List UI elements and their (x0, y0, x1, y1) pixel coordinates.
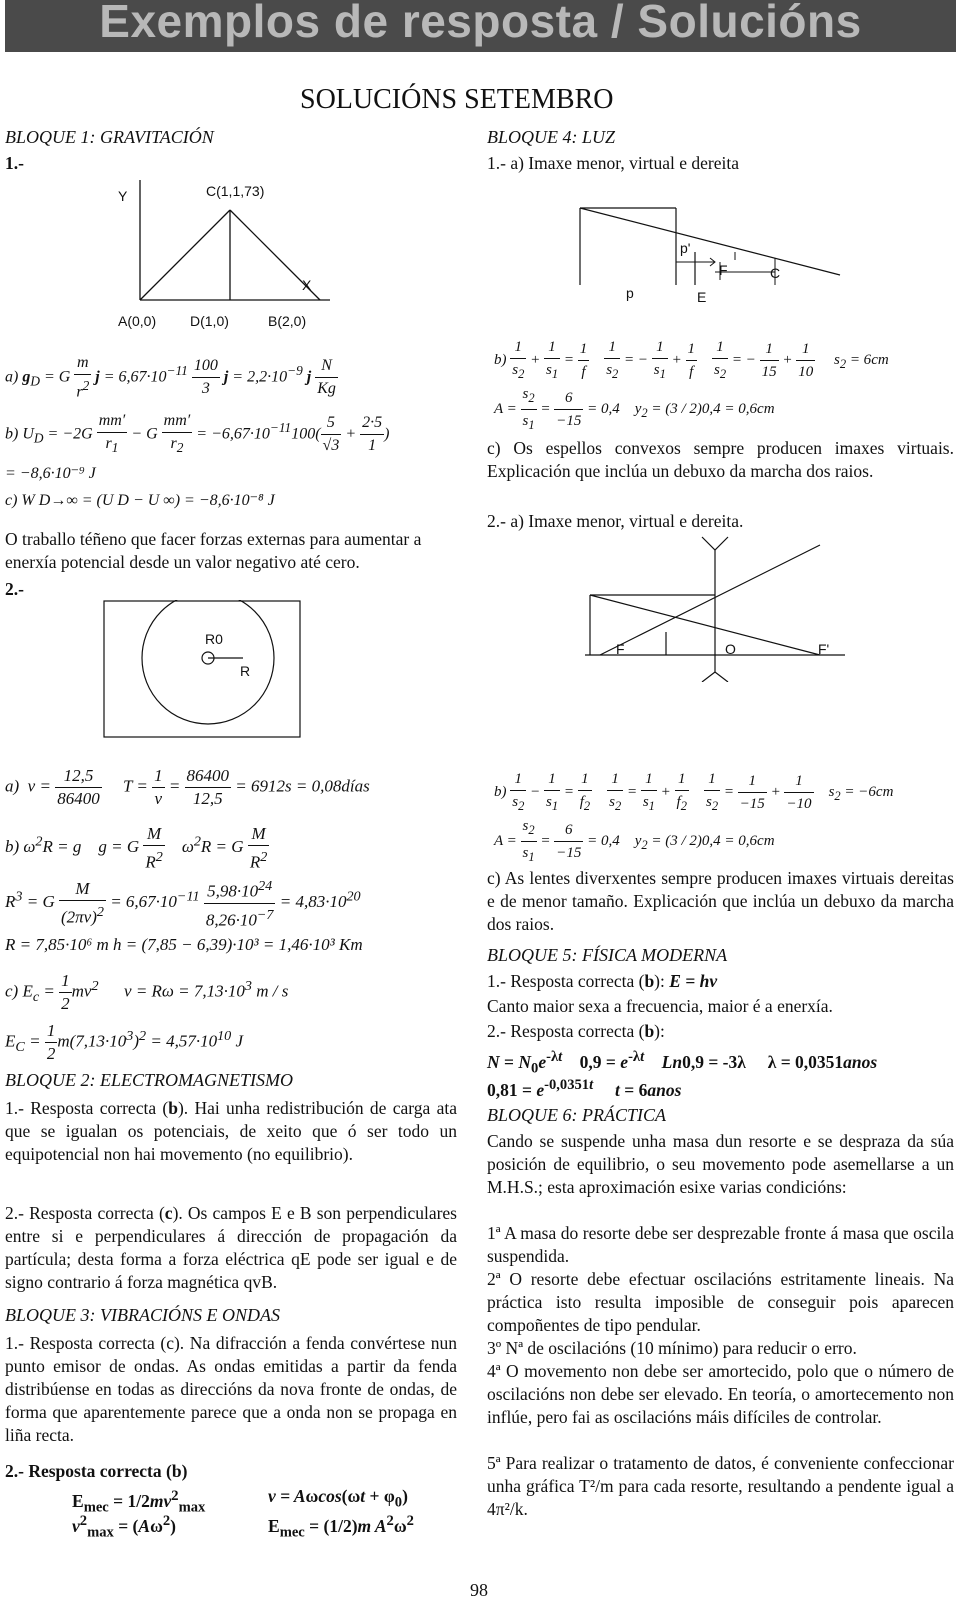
b3-eq-vmax: $v^2_{max} = (A\omega^2)$ (72, 1513, 176, 1541)
mirror-pprime-label: p' (680, 240, 691, 256)
bloque1-heading: BLOQUE 1: GRAVITACIÓN (5, 127, 214, 147)
b4-equation-2: A = $\frac{s_2}{s_1}$ = $\frac{6}{-15}$ = 0,4 $y_2 = (3 / 2)0,4 = 0,6cm$ (494, 383, 775, 436)
b2-answer-1: 1.- Resposta correcta (b). Hai unha redistribución de carga ata que se igualan os potenciais, de xeito que ó ser todo un equipotencial non hai movemento (no equilibrio). (5, 1098, 457, 1164)
b5-answer-1: 1.- Resposta correcta (b): E = hν (487, 971, 718, 991)
b1-equation-b2: = −8,6·10⁻⁹ J (5, 465, 96, 482)
point-d-label: D(1,0) (190, 313, 229, 329)
b4-answer-1c: c) Os espellos convexos sempre producen imaxes virtuais. Explicación que inclúa un debuxo da marcha dos raios. (487, 438, 954, 481)
b6-condition-2: 2ª O resorte debe efectuar oscilacións estritamente lineais. Na práctica isto resulta imposible de conseguir pois aparecen compoñentes de tipo pendular. (487, 1269, 954, 1335)
b4-answer-1a: 1.- a) Imaxe menor, virtual e dereita (487, 153, 739, 173)
b4-equation-1: b) $\frac{1}{s_2}$ + $\frac{1}{s_1}$ = $\frac{1}{f}$ $\frac{1}{s_2}$ = − $\frac{1}{s_1}$ + $\frac{1}{f}$ $\frac{1}{s_2}$ = − $\frac{1}{15}$ + $\frac{1}{10}$ $s_2 = 6cm$ (494, 336, 889, 385)
b3-answer-2: 2.- Resposta correcta (b) (5, 1461, 188, 1481)
b1-eq2-r: R = 7,85·10⁶ m h = (7,85 − 6,39)·10³ = 1,46·10³ Km (5, 935, 363, 954)
b4-answer-2c: c) As lentes diverxentes sempre producen imaxes virtuais dereitas e de menor tamaño. Explicación que inclúa un debuxo da marcha dos raios. (487, 868, 954, 934)
b1-eq2-r3: $R^3 = G$ $\frac{M}{(2\pi\nu)^2}$ = $6,67\cdot 10^{-11}$ $\frac{5,98\cdot 10^{24}}{8,26\cdot 10^{-7}}$ = $4,83\cdot 10^{20}$ (5, 875, 361, 931)
mirror-f-label: F (719, 262, 728, 278)
bloque5-heading: BLOQUE 5: FÍSICA MODERNA (487, 945, 728, 965)
mirror-p-label: p (626, 285, 634, 301)
bloque3-heading: BLOQUE 3: VIBRACIÓNS E ONDAS (5, 1305, 280, 1325)
header-banner (5, 0, 956, 52)
b1-eq2-a: a) ν = $\frac{12,5}{86400}$ T = $\frac{1}{\nu}$ = $\frac{86400}{12,5}$ = 6912s = 0,08días (5, 766, 370, 808)
lens-fprime-label: F' (818, 641, 830, 657)
lens-f-label: F (616, 641, 625, 657)
b4-equation-3: b) $\frac{1}{s_2}$ − $\frac{1}{s_1}$ = $\frac{1}{f_2}$ $\frac{1}{s_2}$ = $\frac{1}{s_1}$ + $\frac{1}{f_2}$ $\frac{1}{s_2}$ = $\frac{1}{-15}$ + $\frac{1}{-10}$ $s_2 = -6cm$ (494, 768, 893, 817)
b1-eq2-ec: $E_C$ = $\frac{1}{2}$ $m(7,13\cdot 10^3)^2 = 4,57\cdot 10^{10}$ J (5, 1021, 244, 1063)
orbit-r0-label: R0 (205, 631, 223, 647)
b1-equation-c: c) W D→∞ = (U D − U ∞) = −8,6·10⁻⁸ J (5, 492, 275, 509)
convex-mirror-figure (570, 200, 850, 310)
b6-condition-5: 5ª Para realizar o tratamento de datos, é conveniente confeccionar unha gráfica T²/m para cada resorte, resultando a pendente igual a 4π²/k. (487, 1453, 954, 1519)
orbit-r-label: R (240, 663, 251, 679)
bloque4-heading: BLOQUE 4: LUZ (487, 127, 616, 147)
b2-answer-2: 2.- Resposta correcta (c). Os campos E e B son perpendiculares entre si e perpendiculares á dirección de propagación da partícula; desta forma a forza eléctrica qE pode ser igual e de signo contrario á forza magnética qvB. (5, 1203, 457, 1292)
b4-equation-4: A = $\frac{s_2}{s_1}$ = $\frac{6}{-15}$ = 0,4 $y_2 = (3 / 2)0,4 = 0,6cm$ (494, 815, 775, 868)
bloque6-heading: BLOQUE 6: PRÁCTICA (487, 1105, 666, 1125)
b1-eq2-b: b) $\omega^2R = g$ g = G $\frac{M}{R^2}$ $\omega^2R = G$ $\frac{M}{R^2}$ (5, 824, 268, 872)
mirror-c-label: C (770, 265, 781, 281)
bloque1-q1: 1.- (5, 153, 24, 173)
b5-equation-1: $N = N_0e^{-\lambda t}$ $0,9 = e^{-\lambda t}$ Ln0,9 = -3λ λ = 0,0351anos (487, 1049, 878, 1077)
b6-condition-3: 3º Nª de oscilacións (10 mínimo) para reducir o erro. (487, 1338, 857, 1358)
bloque2-heading: BLOQUE 2: ELECTROMAGNETISMO (5, 1070, 293, 1090)
b3-eq-emec: $E_{mec} = 1/2mv^2_{max}$ (72, 1488, 206, 1516)
page-title: SOLUCIÓNS SETEMBRO (300, 84, 614, 115)
diverging-lens-figure (580, 532, 850, 682)
point-c-label: C(1,1,73) (206, 183, 265, 199)
b1-equation-a: a) $g_D = G$ $\frac{m}{r^2}$ $j = 6,67\cdot 10^{-11}$ $\frac{100}{3}$ $j = 2,2\cdot 10^{-9}$ j $\frac{N}{Kg}$ (5, 354, 336, 401)
b5-equation-2: $0,81 = e^{-0,0351t}$ t = 6anos (487, 1077, 682, 1100)
lens-o-label: O (725, 641, 736, 657)
point-a-label: A(0,0) (118, 313, 157, 329)
b1-explanation: O traballo téñeno que facer forzas externas para aumentar a enerxía potencial desde un valor negativo até cero. (5, 529, 422, 572)
b3-eq-v: $v = A\omega\cos(\omega t + \varphi_0)$ (268, 1486, 408, 1511)
orbit-figure (103, 600, 301, 738)
b4-answer-2a: 2.- a) Imaxe menor, virtual e dereita. (487, 511, 744, 531)
axis-y-label: Y (118, 188, 128, 204)
page-number: 98 (470, 1580, 488, 1600)
b6-condition-1: 1ª A masa do resorte debe ser desprezable fronte á masa que oscila suspendida. (487, 1223, 954, 1266)
b3-eq-emec2: $E_{mec} = (1/2)m$ $A^2\omega^2$ (268, 1513, 414, 1541)
b1-equation-b: b) $U_D = -2G$ $\frac{mm'}{r_1}$ − G $\frac{mm'}{r_2}$ = $-6,67\cdot 10^{-11}100$( $\frac{5}{√3}$ + $\frac{2\cdot 5}{1}$ ) (5, 412, 390, 456)
b3-answer-1: 1.- Resposta correcta (c). Na difracción a fenda convértese nun punto emisor de ondas. As ondas emitidas a partir da fenda distribúense en todas as direccións da nova fronte de ondas, de forma que aparentemente parece que a onda non se propaga en liña recta. (5, 1333, 457, 1445)
b6-intro: Cando se suspende unha masa dun resorte e se despraza da súa posición de equilibrio, o seu movemento pode asemellarse a un M.H.S.; esta aproximación esixe varias condicións: (487, 1131, 954, 1197)
mirror-e-label: E (697, 289, 707, 305)
b1-eq2-c: c) $E_c$ = $\frac{1}{2}$ $mv^2$ $v = R\omega = 7,13\cdot 10^3$ m / s (5, 971, 289, 1013)
b5-answer-1b: Canto maior sexa a frecuencia, maior é a enerxía. (487, 996, 833, 1016)
b5-answer-2: 2.- Resposta correcta (b): (487, 1021, 665, 1041)
banner-title: Exemplos de resposta / Solucións (99, 0, 862, 47)
bloque1-q2: 2.- (5, 579, 24, 599)
axis-x-label: X (302, 277, 312, 293)
b6-condition-4: 4ª O movemento non debe ser amortecido, polo que o número de oscilacións non debe ser elevado. En teoría, o amortecemento non inflúe, pero fai as oscilacións máis difíciles de controlar. (487, 1361, 954, 1427)
point-b-label: B(2,0) (268, 313, 307, 329)
